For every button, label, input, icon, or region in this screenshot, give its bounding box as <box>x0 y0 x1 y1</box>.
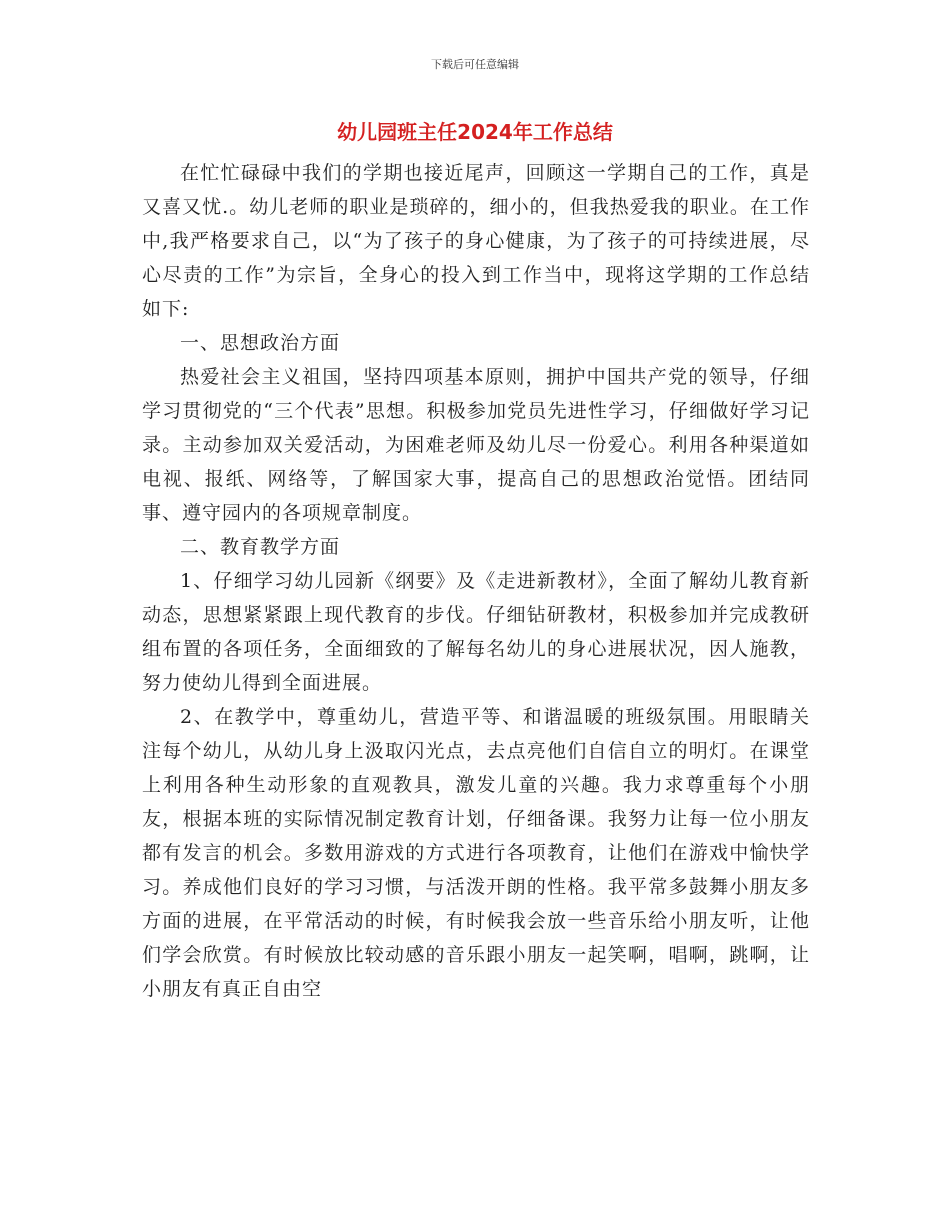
document-title: 幼儿园班主任2024年工作总结 <box>337 120 613 144</box>
section-heading-teaching: 二、教育教学方面 <box>180 536 341 558</box>
paragraph-intro: 在忙忙碌碌中我们的学期也接近尾声，回顾这一学期自己的工作，真是又喜又忧.。幼儿老师的职业是琐碎的，细小的，但我热爱我的职业。在工作中,我严格要求自己，以“为了孩子的身心健康，为了孩子的可持续进展，尽心尽责的工作”为宗旨，全身心的投入到工作当中，现将这学期的工作总结如下: <box>142 162 810 320</box>
paragraph-teaching-1: 1、仔细学习幼儿园新《纲要》及《走进新教材》，全面了解幼儿教育新动态，思想紧紧跟上现代教育的步伐。仔细钻研教材，积极参加并完成教研组布置的各项任务，全面细致的了解每名幼儿的身心进展状况，因人施教，努力使幼儿得到全面进展。 <box>142 570 810 694</box>
document-body <box>142 156 810 1006</box>
section-heading-political: 一、思想政治方面 <box>180 332 341 354</box>
paragraph-political: 热爱社会主义祖国，坚持四项基本原则，拥护中国共产党的领导，仔细学习贯彻党的“三个代表”思想。积极参加党员先进性学习，仔细做好学习记录。主动参加双关爱活动，为困难老师及幼儿尽一份爱心。利用各种渠道如电视、报纸、网络等，了解国家大事，提高自己的思想政治觉悟。团结同事、遵守园内的各项规章制度。 <box>142 366 810 524</box>
paragraph-teaching-2: 2、在教学中，尊重幼儿，营造平等、和谐温暖的班级氛围。用眼睛关注每个幼儿，从幼儿身上汲取闪光点，去点亮他们自信自立的明灯。在课堂上利用各种生动形象的直观教具，激发儿童的兴趣。我力求尊重每个小朋友，根据本班的实际情况制定教育计划，仔细备课。我努力让每一位小朋友都有发言的机会。多数用游戏的方式进行各项教育，让他们在游戏中愉快学习。养成他们良好的学习习惯，与活泼开朗的性格。我平常多鼓舞小朋友多方面的进展，在平常活动的时候，有时候我会放一些音乐给小朋友听，让他们学会欣赏。有时候放比较动感的音乐跟小朋友一起笑啊，唱啊，跳啊，让小朋友有真正自由空 <box>142 706 810 1000</box>
header-note: 下载后可任意编辑 <box>431 58 519 71</box>
